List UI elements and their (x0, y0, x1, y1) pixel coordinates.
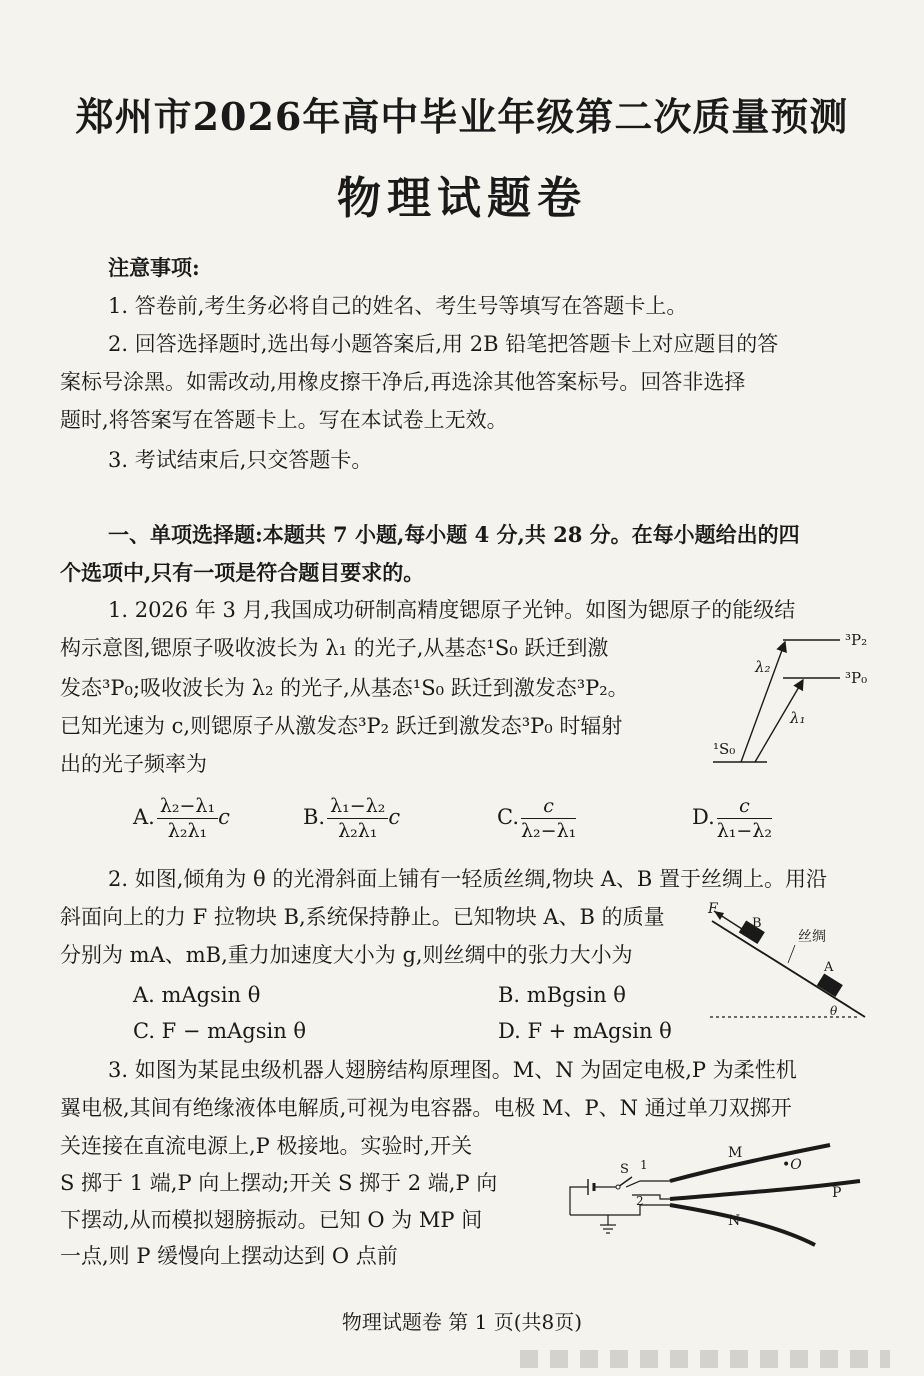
exam-subject-title: 物理试题卷 (337, 173, 587, 224)
q1-text: 发态³P₀;吸收波长为 λ₂ 的光子,从基态¹S₀ 跃迁到激发态³P₂。 (60, 676, 629, 700)
q1-text: 构示意图,锶原子吸收波长为 λ₁ 的光子,从基态¹S₀ 跃迁到激 (60, 636, 609, 660)
energy-level-diagram (705, 620, 885, 770)
q1-text: 1. 2026 年 3 月,我国成功研制高精度锶原子光钟。如图为锶原子的能级结 (108, 598, 796, 622)
option-label: A. (133, 805, 155, 829)
notice-line: 1. 答卷前,考生务必将自己的姓名、考生号等填写在答题卡上。 (108, 294, 688, 318)
silk-pointer (788, 945, 795, 963)
wire-to-m (626, 1181, 670, 1187)
q1-option-a (133, 795, 230, 842)
label-1s0: ¹S₀ (713, 740, 736, 758)
label-switch: S (620, 1162, 629, 1177)
block-a (817, 973, 843, 997)
page-footer: 物理试题卷 第 1 页(共8页) (341, 1310, 583, 1334)
q1-option-b (303, 795, 400, 842)
option-label: C. (497, 805, 519, 829)
label-lambda2: λ₂ (755, 658, 771, 676)
option-tail: c (218, 805, 230, 829)
label-lambda1: λ₁ (790, 709, 806, 727)
q2-option-a: A. mAgsin θ (133, 983, 261, 1007)
fraction-numerator: λ₁−λ₂ (327, 795, 388, 819)
label-block-a: A (824, 960, 834, 975)
label-pos1: 1 (640, 1158, 648, 1172)
label-force: F (708, 901, 718, 917)
q2-option-c: C. F − mAgsin θ (133, 1019, 307, 1043)
q1-text: 出的光子频率为 (60, 752, 207, 776)
wire-loop (570, 1187, 588, 1215)
switch-pivot (616, 1185, 620, 1189)
q2-text: 分别为 mA、mB,重力加速度大小为 g,则丝绸中的张力大小为 (60, 943, 633, 967)
fraction-denominator: λ₂λ₁ (167, 820, 208, 842)
q3-text: 一点,则 P 缓慢向上摆动达到 O 点前 (60, 1244, 398, 1268)
exam-title: 郑州市2026年高中毕业年级第二次质量预测 (75, 94, 849, 139)
scan-smudge (520, 1350, 890, 1368)
wing-circuit-diagram (560, 1135, 880, 1250)
label-o: •O (782, 1157, 802, 1173)
section-heading: 个选项中,只有一项是符合题目要求的。 (60, 560, 425, 585)
q2-text: 2. 如图,倾角为 θ 的光滑斜面上铺有一轻质丝绸,物块 A、B 置于丝绸上。用沿 (108, 867, 828, 891)
fraction-numerator: λ₂−λ₁ (157, 795, 218, 819)
label-pos2: 2 (636, 1194, 644, 1208)
fraction-denominator: λ₂−λ₁ (521, 820, 577, 842)
fraction-denominator: λ₁−λ₂ (716, 820, 773, 842)
option-label: D. (692, 805, 715, 829)
notice-heading: 注意事项: (108, 255, 200, 280)
q3-text: S 掷于 1 端,P 向上摆动;开关 S 掷于 2 端,P 向 (60, 1171, 498, 1195)
q2-text: 斜面向上的力 F 拉物块 B,系统保持静止。已知物块 A、B 的质量 (60, 905, 665, 929)
option-label: B. (303, 805, 326, 829)
q1-option-d (692, 795, 772, 842)
q2-option-b: B. mBgsin θ (498, 983, 626, 1007)
label-m: M (728, 1145, 743, 1161)
option-tail: c (388, 805, 401, 829)
label-p: P (832, 1185, 842, 1201)
label-3p2: ³P₂ (845, 631, 868, 649)
wire-to-n (570, 1205, 670, 1215)
label-block-b: B (752, 916, 762, 931)
q2-option-d: D. F + mAgsin θ (498, 1019, 672, 1043)
q3-text: 3. 如图为某昆虫级机器人翅膀结构原理图。M、N 为固定电极,P 为柔性机 (108, 1058, 797, 1082)
q3-text: 翼电极,其间有绝缘液体电解质,可视为电容器。电极 M、P、N 通过单刀双掷开 (60, 1096, 792, 1120)
q1-option-c (497, 795, 576, 842)
q1-text: 已知光速为 c,则锶原子从激发态³P₂ 跃迁到激发态³P₀ 时辐射 (60, 714, 623, 738)
fraction-numerator: c (521, 795, 576, 819)
electrode-n (670, 1205, 815, 1245)
q3-text: 下摆动,从而模拟翅膀振动。已知 O 为 MP 间 (60, 1208, 483, 1232)
notice-line: 题时,将答案写在答题卡上。写在本试卷上无效。 (60, 408, 508, 432)
label-3p0: ³P₀ (845, 669, 868, 687)
fraction-denominator: λ₂λ₁ (338, 820, 378, 842)
notice-line: 案标号涂黑。如需改动,用橡皮擦干净后,再选涂其他答案标号。回答非选择 (60, 370, 746, 394)
incline-diagram (700, 895, 875, 1025)
q3-text: 关连接在直流电源上,P 极接地。实验时,开关 (60, 1134, 473, 1158)
notice-line: 2. 回答选择题时,选出每小题答案后,用 2B 铅笔把答题卡上对应题目的答 (108, 332, 779, 356)
notice-line: 3. 考试结束后,只交答题卡。 (108, 448, 373, 472)
section-heading: 一、单项选择题:本题共 7 小题,每小题 4 分,共 28 分。在每小题给出的四 (108, 522, 800, 547)
label-silk: 丝绸 (798, 929, 826, 945)
electrode-m (670, 1145, 830, 1181)
label-n: N (728, 1213, 741, 1229)
label-angle: θ (830, 1004, 838, 1018)
fraction-numerator: c (717, 795, 772, 819)
